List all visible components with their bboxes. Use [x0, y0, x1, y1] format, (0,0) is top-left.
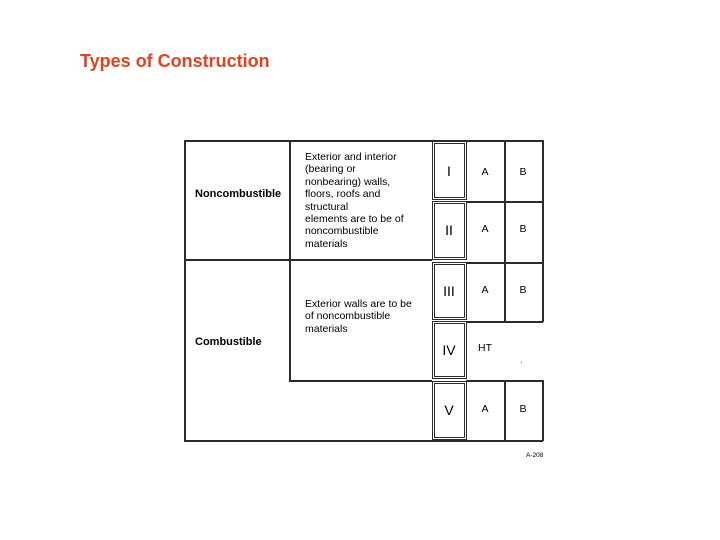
type-numeral-iv: IV	[442, 342, 456, 358]
group-label-noncombustible: Noncombustible	[195, 188, 282, 200]
subtype-iii-b: B	[519, 284, 527, 296]
subtype-i-a: A	[481, 166, 489, 178]
table-border-right-lower	[542, 380, 544, 441]
table-border-left	[184, 140, 186, 441]
type-numeral-v: V	[444, 402, 454, 418]
subtype-iii-a: A	[481, 284, 489, 296]
subtype-v-b: B	[519, 403, 527, 415]
table-border-bottom	[184, 440, 543, 442]
type-numeral-i: I	[447, 163, 451, 179]
subtype-iv-ht: HT	[478, 342, 492, 354]
group-label-combustible: Combustible	[195, 336, 262, 348]
figure-reference: A-208	[526, 452, 544, 459]
description-column-border	[289, 140, 291, 381]
group-divider	[184, 259, 432, 261]
subtype-ii-b: B	[519, 223, 527, 235]
noncombustible-description: Exterior and interior (bearing or nonbearing) walls, floors, roofs and structural elements are to be of noncombustible materials	[305, 151, 404, 250]
type-numeral-iii: III	[443, 283, 455, 299]
subtype-ii-a: A	[481, 223, 489, 235]
slide-title: Types of Construction	[80, 51, 270, 71]
subtype-v-a: A	[481, 403, 489, 415]
subtype-row-divider-4	[466, 380, 543, 382]
stray-mark	[521, 362, 522, 363]
table-border-top	[184, 140, 543, 142]
combustible-description: Exterior walls are to be of noncombustible materials	[305, 298, 412, 335]
combustible-description-bottom	[289, 380, 432, 382]
table-border-right-upper	[542, 140, 544, 322]
subtype-i-b: B	[519, 166, 527, 178]
type-numeral-ii: II	[445, 222, 453, 238]
